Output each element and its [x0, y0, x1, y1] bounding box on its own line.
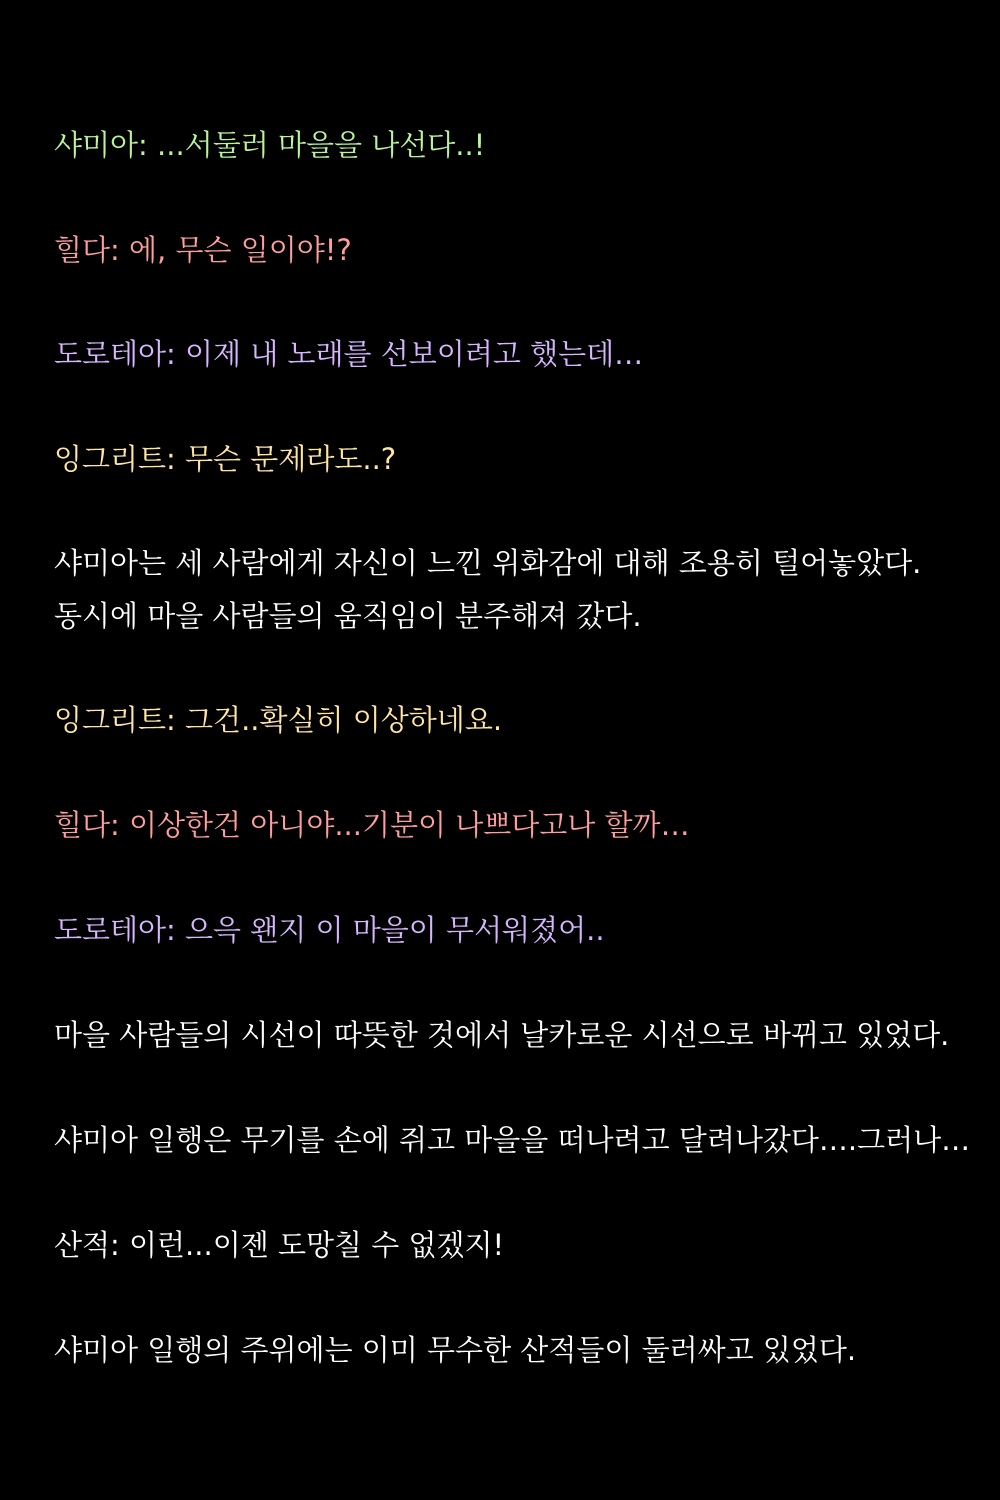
dialogue-line-bandit: 산적: 이런...이젠 도망칠 수 없겠지! — [54, 1228, 505, 1262]
narration-line: 샤미아 일행은 무기를 손에 쥐고 마을을 떠나려고 달려나갔다….그러나… — [54, 1123, 971, 1157]
dialogue-line-hilda: 힐다: 이상한건 아니야...기분이 나쁘다고나 할까… — [54, 808, 690, 842]
narration-line: 샤미아는 세 사람에게 자신이 느낀 위화감에 대해 조용히 털어놓았다. — [54, 546, 922, 580]
narration-line: 동시에 마을 사람들의 움직임이 분주해져 갔다. — [54, 599, 642, 633]
narration-line: 샤미아 일행의 주위에는 이미 무수한 산적들이 둘러싸고 있었다. — [54, 1333, 857, 1367]
dialogue-line-ingrid: 잉그리트: 그건..확실히 이상하네요. — [54, 703, 503, 737]
dialogue-line-shamia: 샤미아: ...서둘러 마을을 나선다..! — [54, 128, 486, 162]
dialogue-line-hilda: 힐다: 에, 무슨 일이야!? — [54, 233, 352, 267]
dialogue-line-ingrid: 잉그리트: 무슨 문제라도..? — [54, 442, 397, 476]
dialogue-line-dorothea: 도로테아: 으윽 왠지 이 마을이 무서워졌어.. — [54, 913, 605, 947]
narration-line: 마을 사람들의 시선이 따뜻한 것에서 날카로운 시선으로 바뀌고 있었다. — [54, 1018, 950, 1052]
dialogue-line-dorothea: 도로테아: 이제 내 노래를 선보이려고 했는데… — [54, 337, 644, 371]
